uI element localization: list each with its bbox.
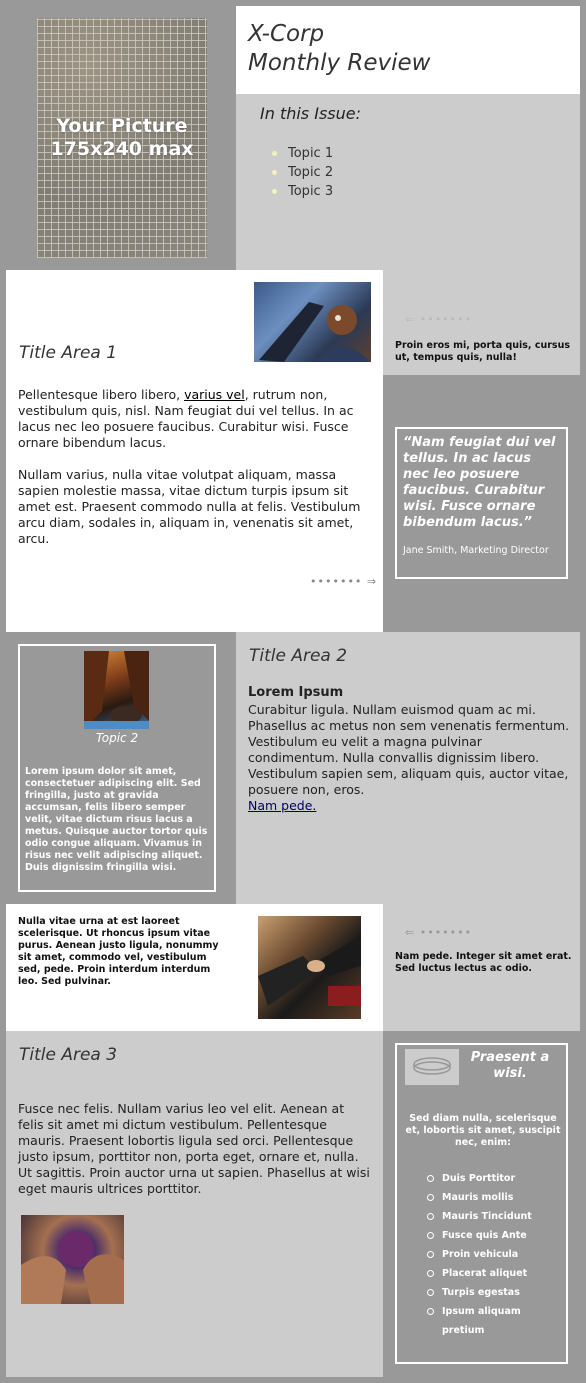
quote-text: “Nam feugiat dui vel tellus. In ac lacus nec leo posuere faucibus. Curabitur wisi. Fusce ornare bibendum lacus.” (403, 435, 556, 530)
sidebar-list-subtitle: Sed diam nulla, scelerisque et, lobortis sit amet, suscipit nec, enim: (405, 1113, 561, 1148)
topic-2-text: Lorem ipsum dolor sit amet, consectetuer adipiscing elit. Sed fringilla, justo at gravida accumsan, felis libero semper velit, vitae dictum risus lacus a metus. Quisque auctor tortor quis odio congue aliquam. Vivamus in risus nec velit adipiscing aliquet. Duis dignissim fringilla wisi. (25, 766, 208, 873)
nam-pede-link[interactable]: Nam pede. (248, 798, 317, 813)
title-area-1-heading: Title Area 1 (19, 343, 118, 363)
picture-placeholder-line2: 175x240 max (50, 138, 194, 160)
photo-hands-globe (21, 1215, 124, 1304)
title-area-3 (6, 1031, 383, 1377)
newsletter-title (236, 6, 580, 94)
list-item: Duis Porttitor (427, 1169, 557, 1188)
list-item: Proin vehicula (427, 1245, 557, 1264)
picture-placeholder (37, 18, 207, 258)
list-item: Fusce quis Ante (427, 1226, 557, 1245)
photo-canyon-graphic (84, 651, 149, 729)
issue-heading: In this Issue: (260, 104, 361, 123)
text-run: Pellentesque libero libero, (18, 387, 185, 402)
ring-icon-graphic (405, 1049, 459, 1085)
quote-author: Jane Smith, Marketing Director (403, 545, 549, 556)
title-area-3-heading: Title Area 3 (19, 1045, 118, 1065)
title-area-3-body: Fusce nec felis. Nullam varius leo vel elit. Aenean at felis sit amet mi dictum vestibulum. Pellentesque mauris. Praesent lobortis ligula sed orci. Pellentesque justo ipsum, porttitor non, porta eget, ornare et, nulla. Ut sagittis. Proin auctor urna ut sapien. Phasellus at wisi eget mauris ultrices porttitor. (18, 1101, 370, 1196)
dotted-arrow-right-icon[interactable]: ••••••• ⇒ (310, 575, 378, 588)
paragraph: Nullam varius, nulla vitae volutpat aliquam, massa sapien molestie massa, vitae dictum turpis ipsum sit amet est. Praesent commodo nulla at felis. Vestibulum arcu diam, sodales in, aliquam in, venenatis sit amet, arcu. (18, 467, 361, 546)
photo-handshake-graphic (258, 916, 361, 1019)
ring-icon (405, 1049, 459, 1085)
photo-canyon (84, 651, 149, 729)
photo-hands-globe-graphic (21, 1215, 124, 1304)
picture-placeholder-line1: Your Picture (56, 115, 188, 137)
newsletter-title-line1: X-Corp (248, 21, 325, 47)
varius-vel-link[interactable]: varius vel (184, 387, 245, 402)
lorem-ipsum-subheading: Lorem Ipsum (248, 685, 344, 700)
list-item: Mauris mollis (427, 1188, 557, 1207)
text-run: , rutrum non, vestibulum quis, nisl. Nam feugiat dui vel tellus. In ac lacus nec leo posuere faucibus. Curabitur wisi. Fusce ornare bibendum lacus. (18, 387, 354, 450)
list-item: Turpis egestas (427, 1283, 557, 1302)
list-item: Placerat aliquet (427, 1264, 557, 1283)
photo-man-laptop-graphic (254, 282, 371, 362)
sidebar-bullet-list (427, 1169, 557, 1340)
pull-quote (395, 427, 568, 579)
topic-item[interactable]: Topic 2 (270, 163, 333, 182)
photo-handshake (258, 916, 361, 1019)
topic-list (270, 144, 333, 201)
title-area-2-heading: Title Area 2 (249, 646, 348, 666)
topic-2-label: Topic 2 (95, 731, 139, 745)
title-area-2-body: Curabitur ligula. Nullam euismod quam ac mi. Phasellus ac metus non sem venenatis fermentum. Vestibulum eu velit a magna pulvinar condimentum. Nulla convallis dignissim libero. Vestibulum sapien sem, aliquam quis, auctor vitae, posuere non, eros. (248, 702, 570, 797)
paragraph (18, 387, 368, 451)
topic-item[interactable]: Topic 3 (270, 182, 333, 201)
photo-man-laptop (254, 282, 371, 362)
list-item: Mauris Tincidunt (427, 1207, 557, 1226)
newsletter-title-line2: Monthly Review (248, 50, 431, 76)
dotted-arrow-left-icon[interactable]: ⇐ ••••••• (405, 313, 473, 326)
side-note: Proin eros mi, porta quis, cursus ut, tempus quis, nulla! (395, 340, 571, 363)
side-note: Nam pede. Integer sit amet erat. Sed luctus lectus ac odio. (395, 951, 572, 974)
sidebar-list-title: Praesent a wisi. (470, 1050, 550, 1081)
feature-band-text: Nulla vitae urna at est laoreet scelerisque. Ut rhoncus ipsum vitae purus. Aenean justo ligula, nonummy sit amet, commodo vel, vestibulum sed, pede. Proin interdum interdum leo. Sed pulvinar. (18, 916, 219, 987)
list-item: Ipsum aliquam pretium (427, 1302, 557, 1340)
topic-item[interactable]: Topic 1 (270, 144, 333, 163)
dotted-arrow-left-icon[interactable]: ⇐ ••••••• (405, 926, 473, 939)
title-area-1-body (18, 387, 368, 563)
